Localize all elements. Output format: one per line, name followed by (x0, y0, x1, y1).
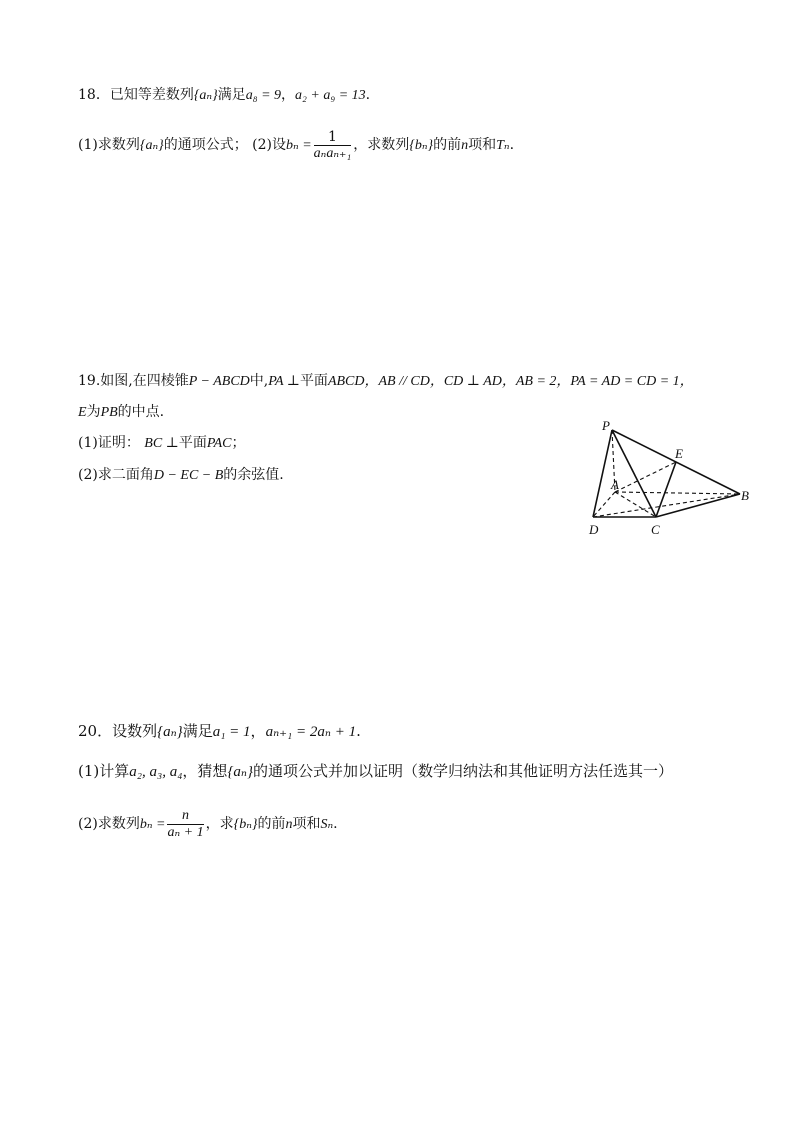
q18-p1-text-a: 求数列 (97, 137, 140, 153)
label-D: D (589, 522, 599, 537)
q20-frac-num: n (167, 808, 203, 825)
q20-stem (78, 722, 361, 741)
q18-p2-text-d: 项和 (468, 137, 497, 153)
q18-stem (78, 86, 370, 105)
q20-cond1: a₁ = 1 (212, 724, 251, 740)
q18-stem-prefix: 已知等差数列 (109, 87, 194, 103)
q18-cond1: a₈ = 9 (245, 88, 282, 103)
q19-p1-end: ； (231, 435, 246, 451)
q19-p2-label: (2) (78, 467, 98, 483)
q18-p1-text-b: 的通项公式； (163, 137, 248, 153)
q18-frac-num: 1 (314, 129, 352, 146)
q19-p1-expr: BC ⊥ (144, 436, 179, 451)
q19-p2-end: 的余弦值. (223, 467, 284, 483)
q19-line2 (78, 403, 164, 422)
q20-frac-den: aₙ + 1 (167, 824, 204, 840)
q19-p1-text2: 平面 (178, 435, 207, 451)
q20-satisfy: 满足 (182, 722, 213, 740)
q19-line2-b: 的中点. (117, 404, 165, 420)
q20-number: 20． (78, 722, 113, 740)
q20-p1-text-b: ，猜想 (182, 762, 228, 780)
q19-c1: PA ⊥ (268, 374, 300, 389)
q20-p1-text-a: 计算 (99, 762, 130, 780)
q18-p2-text-b: ，求数列 (353, 137, 410, 153)
q19-line1-b: 中, (249, 373, 269, 389)
q18-cond2: a₂ + a₉ = 13 (295, 88, 366, 103)
edge-PD (593, 430, 612, 517)
q19-p1-plane: PAC (206, 436, 232, 451)
q18-sep: ， (281, 87, 296, 103)
q18-p2-seq: {bₙ} (409, 138, 434, 153)
q18-p1-label: (1) (78, 137, 98, 153)
q20-p1-seq: {aₙ} (227, 764, 254, 780)
q20-p2-text-c: 的前 (257, 816, 286, 832)
edge-AB (615, 492, 740, 494)
q18-p2-text-c: 的前 (433, 137, 462, 153)
q18-seq: {aₙ} (193, 88, 218, 103)
q20-p1-label: (1) (78, 762, 100, 780)
q18-fraction (314, 129, 352, 162)
q20-p2-text-d: 项和 (292, 816, 321, 832)
label-P: P (602, 418, 610, 433)
edge-CB (656, 494, 740, 517)
q18-n: n (461, 138, 469, 153)
q18-parts (78, 128, 514, 163)
q19-part2 (78, 466, 284, 485)
q18-Tn: Tₙ (496, 138, 510, 153)
q20-p2-seq: {bₙ} (233, 817, 258, 832)
q19-E: E (78, 405, 87, 420)
label-E: E (675, 446, 683, 461)
pyramid-figure (580, 412, 760, 542)
q19-line1-a: 如图,在四棱锥 (100, 373, 189, 389)
q20-cond2: aₙ₊₁ = 2aₙ + 1 (265, 724, 357, 740)
q20-p2-text-b: ，求 (205, 816, 234, 832)
q18-p2-label: (2) (252, 137, 273, 153)
q20-p1-text-c: 的通项公式并加以证明（数学归纳法和其他证明方法任选其一） (253, 762, 674, 780)
q20-seq: {aₙ} (157, 724, 183, 740)
q19-number: 19. (78, 373, 101, 389)
q18-bn: bₙ = (286, 138, 312, 153)
q19-p2-text: 求二面角 (97, 467, 154, 483)
q19-PB: PB (100, 405, 118, 420)
q19-line1-c: 平面 (299, 373, 328, 389)
q19-p2-expr: D − EC − B (153, 468, 224, 483)
q19-pyramid: P − ABCD (188, 374, 250, 389)
q19-p1-text: 证明： (97, 435, 140, 451)
label-C: C (651, 522, 660, 537)
q18-p2-text-a: 设 (272, 137, 287, 153)
q20-p1-terms: a₂, a₃, a₄ (129, 764, 183, 780)
q20-p2-end: . (333, 816, 338, 832)
q20-n: n (285, 817, 293, 832)
q20-part1 (78, 762, 673, 781)
label-A: A (611, 477, 619, 492)
q18-p1-seq: {aₙ} (139, 138, 164, 153)
label-B: B (741, 488, 749, 503)
q18-frac-den: aₙaₙ₊₁ (313, 145, 352, 161)
q20-p2-text-a: 求数列 (97, 816, 140, 832)
q20-period: . (356, 722, 361, 740)
q19-plane1: ABCD (327, 374, 365, 389)
q19-part1 (78, 434, 246, 453)
q18-satisfy: 满足 (217, 87, 246, 103)
q20-sep: ， (250, 722, 266, 740)
q20-stem-a: 设数列 (112, 722, 158, 740)
q20-bn: bₙ = (139, 817, 166, 832)
q19-p1-label: (1) (78, 435, 98, 451)
q18-period: . (365, 87, 371, 103)
q20-fraction (167, 808, 203, 841)
q18-number: 18． (78, 87, 110, 103)
q20-Sn: Sₙ (320, 817, 334, 832)
q18-p2-end: . (509, 137, 515, 153)
q20-part2 (78, 807, 338, 842)
q19-c2: ，AB // CD，CD ⊥ AD，AB = 2，PA = AD = CD = 1， (364, 374, 694, 389)
q20-p2-label: (2) (78, 816, 98, 832)
q19-line1 (78, 372, 694, 391)
q19-line2-a: 为 (86, 404, 101, 420)
